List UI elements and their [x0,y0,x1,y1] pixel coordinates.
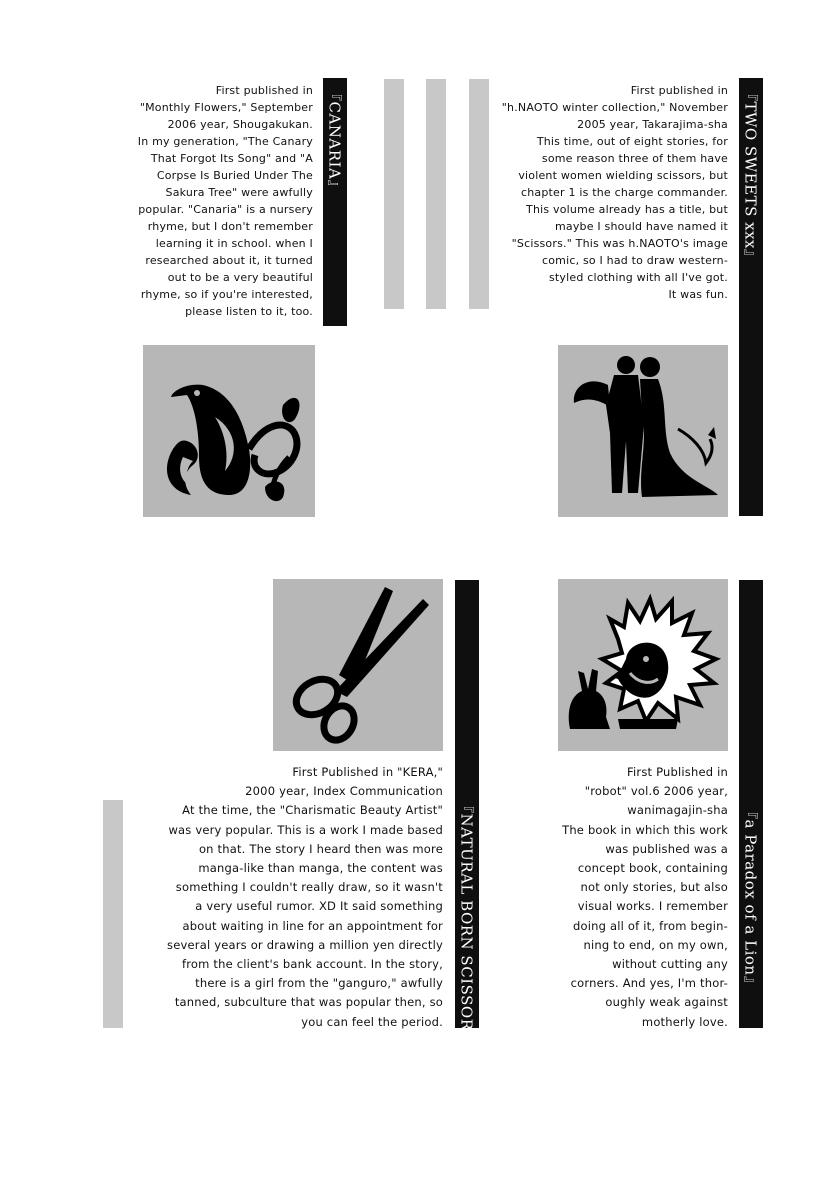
note-line: researched about it, it turned [145,254,313,267]
note-line: "robot" vol.6 2006 year, [584,784,728,799]
penguin-vine-icon [143,345,315,517]
note-line: some reason three of them have [541,152,728,165]
natural-born-title-bar [455,580,479,1057]
note-line: not only stories, but also [580,880,728,895]
note-line: First Published in [627,765,728,779]
note-line: from the client's bank account. In the story, [181,957,443,972]
decorative-stripe [469,79,489,309]
note-line: you can feel the period. [301,1014,443,1029]
note-line: concept book, containing [577,861,728,876]
note-line: tanned, subculture that was popular then, so [174,995,443,1010]
note-line: Sakura Tree" were awfully [165,186,313,199]
two-sweets-notes [502,82,728,303]
note-line: This volume already has a title, but [526,203,728,216]
decorative-stripe [426,79,446,309]
note-line: corners. And yes, I'm thor- [570,976,728,991]
note-line: popular. "Canaria" is a nursery [138,203,313,216]
note-line: 2006 year, Shougakukan. [167,118,313,131]
note-line: That Forgot Its Song" and "A [150,152,313,165]
note-line: about waiting in line for an appointment for [182,918,443,933]
note-line: First published in [630,84,728,97]
note-line: First published in [215,84,313,97]
natural-born-notes [167,763,443,1032]
note-line: This time, out of eight stories, for [536,135,728,148]
note-line: 2000 year, Index Communication [245,784,443,799]
note-line: styled clothing with all I've got. [548,271,728,284]
natural-born-title: 『NATURAL BORN SCISSORS』 [457,798,476,1057]
note-line: motherly love. [641,1014,728,1029]
two-sweets-title: 『TWO SWEETS xxx』 [741,86,760,265]
note-line: doing all of it, from begin- [573,918,728,933]
note-line: First Published in "KERA," [292,765,443,779]
note-line: was published was a [605,841,728,856]
note-line: on that. The story I heard then was more [198,841,443,856]
note-line: without cutting any [612,957,728,972]
note-line: wanimagajin-sha [627,803,728,818]
note-line: rhyme, but I don't remember [147,220,313,233]
note-line: The book in which this work [562,822,728,837]
note-line: maybe I should have named it [554,220,728,233]
note-line: ning to end, on my own, [583,937,728,952]
canaria-title: 『CANARIA』 [325,86,344,195]
note-line: oughly weak against [605,995,728,1010]
note-line: was very popular. This is a work I made based [168,822,443,837]
note-line: In my generation, "The Canary [137,135,313,148]
two-sweets-title-bar [739,78,763,516]
canaria-title-bar [323,78,347,326]
note-line: 2005 year, Takarajima-sha [577,118,728,131]
winged-couple-silhouette [558,345,728,517]
note-line: At the time, the "Charismatic Beauty Artist" [182,803,443,818]
note-line: visual works. I remember [577,899,728,914]
note-line: "h.NAOTO winter collection," November [501,101,728,114]
note-line: "Monthly Flowers," September [139,101,313,114]
scissors-icon [273,579,443,751]
note-line: It was fun. [668,288,728,301]
note-line: Corpse Is Buried Under The [156,169,313,182]
note-line: there is a girl from the "ganguro," awfully [195,976,443,991]
note-line: comic, so I had to draw western- [541,254,728,267]
paradox-lion-notes [562,763,728,1032]
note-line: learning it in school. when I [155,237,313,250]
decorative-stripe [384,79,404,309]
note-line: a very useful rumor. XD It said something [195,899,443,914]
note-line: out to be a very beautiful [167,271,313,284]
note-line: "Scissors." This was h.NAOTO's image [511,237,728,250]
decorative-stripe [103,800,123,1028]
note-line: chapter 1 is the charge commander. [521,186,728,199]
paradox-lion-title: 『a Paradox of a Lion』 [741,804,760,992]
paradox-lion-title-bar [739,580,763,1028]
note-line: rhyme, so if you're interested, [140,288,313,301]
two-sweets-artwork [558,345,728,517]
natural-born-artwork [273,579,443,751]
note-line: violent women wielding scissors, but [518,169,728,182]
note-line: manga-like than manga, the content was [198,861,443,876]
paradox-lion-artwork [558,579,728,751]
canaria-artwork [143,345,315,517]
note-line: please listen to it, too. [185,305,313,318]
lion-and-rabbit-silhouette [558,579,728,751]
note-line: something I couldn't really draw, so it wasn't [175,880,443,895]
canaria-notes [138,82,313,320]
note-line: several years or drawing a million yen directly [167,937,443,952]
